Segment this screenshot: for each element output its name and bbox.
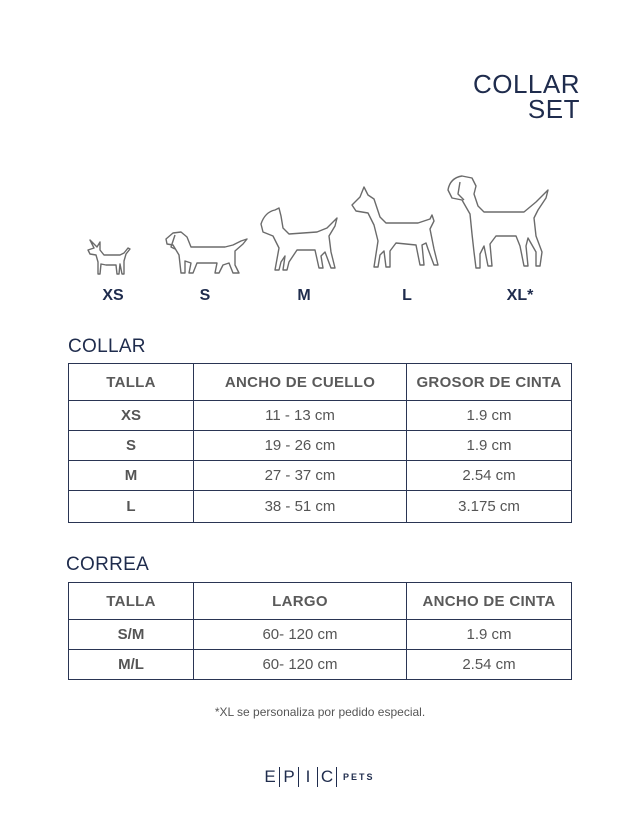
logo-letter: C — [320, 767, 334, 786]
doberman-icon — [350, 185, 442, 269]
title-line-2: SET — [527, 94, 580, 124]
logo-letter: E — [264, 767, 276, 786]
table-header-row — [69, 364, 572, 401]
table-cell: XS — [69, 401, 194, 431]
correa-size-table — [68, 582, 572, 680]
logo-divider — [336, 767, 337, 787]
table-cell: 1.9 cm — [407, 431, 572, 461]
size-label-xs: XS — [102, 287, 124, 304]
title-line-1: COLLAR — [472, 69, 580, 99]
table-cell: 60- 120 cm — [194, 620, 407, 650]
table-header-row — [69, 583, 572, 620]
table-row — [69, 491, 572, 523]
table-cell: 2.54 cm — [407, 650, 572, 680]
table-row — [69, 461, 572, 491]
logo-divider — [298, 767, 299, 787]
size-label-xl: XL* — [506, 287, 534, 304]
table-cell: 27 - 37 cm — [194, 461, 407, 491]
table-cell: 60- 120 cm — [194, 650, 407, 680]
page-title — [472, 69, 580, 124]
collar-section-title: COLLAR — [68, 336, 146, 357]
table-row — [69, 431, 572, 461]
table-header: TALLA — [69, 364, 194, 401]
logo-letter: P — [283, 767, 295, 786]
bull-terrier-icon — [257, 206, 341, 272]
table-cell: 1.9 cm — [407, 401, 572, 431]
table-header: ANCHO DE CUELLO — [194, 364, 407, 401]
table-cell: 19 - 26 cm — [194, 431, 407, 461]
table-cell: 3.175 cm — [407, 491, 572, 523]
logo-suffix: PETS — [343, 772, 375, 782]
table-header: ANCHO DE CINTA — [407, 583, 572, 620]
table-cell: M/L — [69, 650, 194, 680]
table-cell: 38 - 51 cm — [194, 491, 407, 523]
table-cell: 11 - 13 cm — [194, 401, 407, 431]
table-header: LARGO — [194, 583, 407, 620]
chihuahua-icon — [84, 234, 134, 279]
table-row — [69, 620, 572, 650]
table-header: TALLA — [69, 583, 194, 620]
logo-divider — [317, 767, 318, 787]
table-header: GROSOR DE CINTA — [407, 364, 572, 401]
table-cell: 2.54 cm — [407, 461, 572, 491]
size-label-s: S — [199, 287, 211, 304]
footnote: *XL se personaliza por pedido especial. — [214, 705, 426, 719]
size-label-m: M — [297, 287, 311, 304]
dachshund-icon — [163, 227, 249, 277]
brand-logo — [263, 767, 375, 787]
size-label-l: L — [402, 287, 412, 304]
collar-size-table — [68, 363, 572, 523]
pointer-dog-icon — [444, 172, 552, 270]
table-cell: L — [69, 491, 194, 523]
table-row — [69, 401, 572, 431]
table-cell: S/M — [69, 620, 194, 650]
logo-divider — [279, 767, 280, 787]
correa-section-title: CORREA — [66, 554, 150, 575]
logo-letter: I — [305, 767, 311, 786]
table-cell: S — [69, 431, 194, 461]
table-cell: M — [69, 461, 194, 491]
table-row — [69, 650, 572, 680]
table-cell: 1.9 cm — [407, 620, 572, 650]
